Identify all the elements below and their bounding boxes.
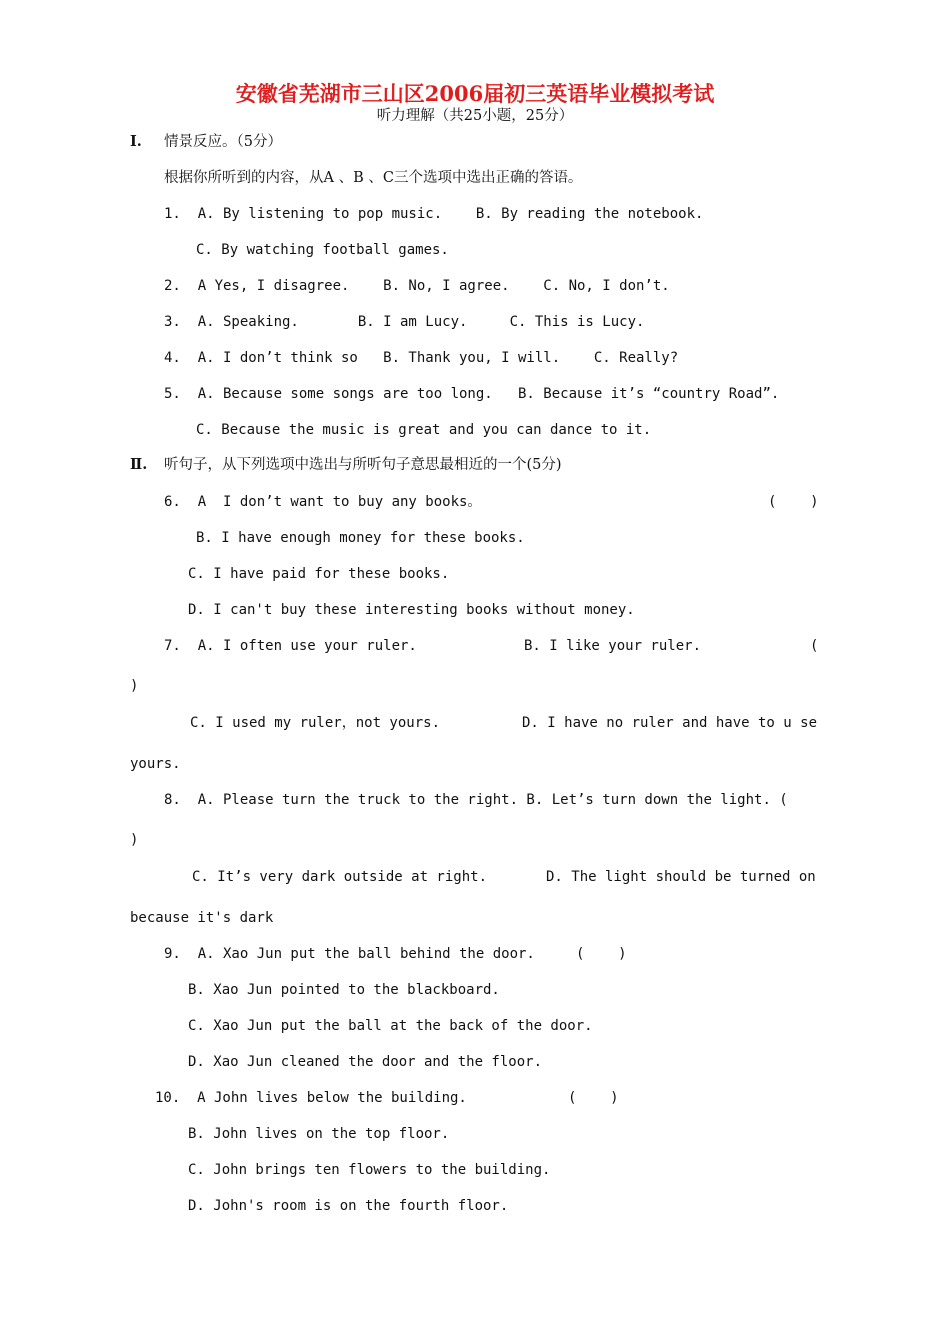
question-3-line: 3. A. Speaking. B. I am Lucy. C. This is Lucy. [164, 314, 645, 330]
question-9-option-c: C. Xao Jun put the ball at the back of the door. [188, 1018, 593, 1034]
question-2-line: 2. A Yes, I disagree. B. No, I agree. C. No, I don’t. [164, 278, 670, 294]
question-1-line: 1. A. By listening to pop music. B. By reading the notebook. [164, 206, 704, 222]
exam-subtitle: 听力理解（共25小题，25分） [376, 108, 574, 124]
question-7-option-c: C. I used my ruler，not yours. [190, 715, 441, 731]
question-7-option-d-cont: yours. [130, 756, 181, 772]
question-6-bracket: ( ) [768, 494, 819, 510]
question-10-option-d: D. John's room is on the fourth floor. [188, 1198, 509, 1214]
question-9-option-a: 9. A. Xao Jun put the ball behind the door. [164, 946, 535, 962]
section-2-heading: 听句子，从下列选项中选出与所听句子意思最相近的一个(5分) [164, 457, 562, 473]
question-8-options-ab: 8. A. Please turn the truck to the right. B. Let’s turn down the light. ( [164, 792, 788, 808]
question-7-bracket-open: ( [810, 638, 819, 654]
section-1-heading: 情景反应。（5分） [164, 134, 282, 150]
question-6-option-a: 6. A I don’t want to buy any books。 [164, 494, 482, 510]
question-7-option-d: D. I have no ruler and have to u se [522, 715, 818, 731]
section-1-instruction: 根据你所听到的内容，从A 、B 、C三个选项中选出正确的答语。 [164, 170, 583, 186]
question-6-option-b: B. I have enough money for these books. [196, 530, 525, 546]
question-5-option-c: C. Because the music is great and you can dance to it. [196, 422, 652, 438]
question-10-option-a: 10. A John lives below the building. [155, 1090, 467, 1106]
question-10-bracket: ( ) [568, 1090, 619, 1106]
section-1-number: I. [130, 133, 142, 150]
question-7-option-a: 7. A. I often use your ruler. [164, 638, 417, 654]
question-8-bracket-close: ) [130, 832, 139, 848]
question-8-option-c: C. It’s very dark outside at right. [192, 869, 488, 885]
section-2-number: Ⅱ. [130, 456, 148, 473]
question-6-option-c: C. I have paid for these books. [188, 566, 450, 582]
question-1-option-c: C. By watching football games. [196, 242, 449, 258]
question-10-option-c: C. John brings ten flowers to the building. [188, 1162, 551, 1178]
exam-title: 安徽省芜湖市三山区2006届初三英语毕业模拟考试 [235, 81, 715, 106]
question-9-bracket: ( ) [576, 946, 627, 962]
question-5-line: 5. A. Because some songs are too long. B. Because it’s “country Road”. [164, 386, 780, 402]
question-9-option-b: B. Xao Jun pointed to the blackboard. [188, 982, 500, 998]
question-8-option-d: D. The light should be turned on [546, 869, 816, 885]
question-8-option-d-cont: because it's dark [130, 910, 274, 926]
question-7-bracket-close: ) [130, 678, 139, 694]
question-6-option-d: D. I can't buy these interesting books without money. [188, 602, 635, 618]
question-4-line: 4. A. I don’t think so B. Thank you, I will. C. Really? [164, 350, 679, 366]
question-9-option-d: D. Xao Jun cleaned the door and the floor. [188, 1054, 543, 1070]
question-7-option-b: B. I like your ruler. [524, 638, 702, 654]
question-10-option-b: B. John lives on the top floor. [188, 1126, 450, 1142]
